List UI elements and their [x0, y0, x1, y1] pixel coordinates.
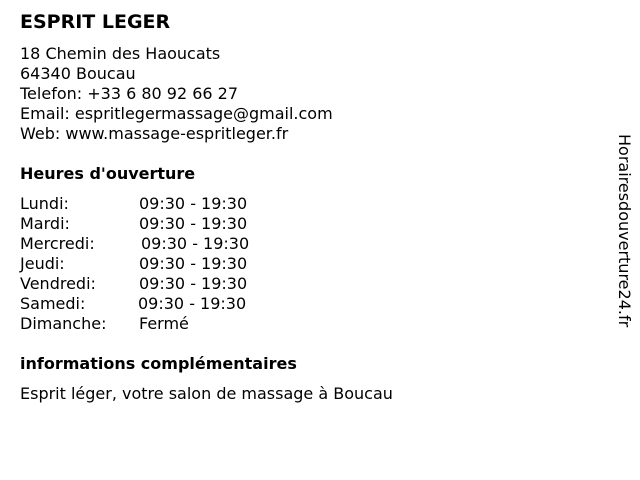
additional-info-heading: informations complémentaires	[20, 354, 297, 373]
day-label: Jeudi:	[20, 254, 65, 273]
day-label: Dimanche:	[20, 314, 107, 333]
postal-city: 64340 Boucau	[20, 64, 136, 83]
opening-hours-heading: Heures d'ouverture	[20, 164, 196, 183]
time-value: 09:30 - 19:30	[139, 214, 248, 233]
time-value: 09:30 - 19:30	[139, 194, 248, 213]
time-value: 09:30 - 19:30	[139, 274, 248, 293]
time-value: 09:30 - 19:30	[141, 234, 250, 253]
time-value: 09:30 - 19:30	[139, 254, 248, 273]
time-value: 09:30 - 19:30	[138, 294, 247, 313]
address-block	[20, 44, 333, 144]
time-value: Fermé	[139, 314, 189, 333]
day-label: Vendredi:	[20, 274, 96, 293]
street-address: 18 Chemin des Haoucats	[20, 44, 221, 63]
day-label: Mercredi:	[20, 234, 95, 253]
website-link[interactable]: Web: www.massage-espritleger.fr	[20, 124, 289, 143]
phone-number[interactable]: Telefon: +33 6 80 92 66 27	[20, 84, 239, 103]
site-watermark: Horairesdouverture24.fr	[615, 134, 634, 328]
day-label: Samedi:	[20, 294, 86, 313]
business-name: ESPRIT LEGER	[20, 11, 171, 33]
additional-info-text: Esprit léger, votre salon de massage à Boucau	[20, 384, 393, 403]
day-label: Mardi:	[20, 214, 70, 233]
day-label: Lundi:	[20, 194, 69, 213]
email-address[interactable]: Email: espritlegermassage@gmail.com	[20, 104, 333, 123]
